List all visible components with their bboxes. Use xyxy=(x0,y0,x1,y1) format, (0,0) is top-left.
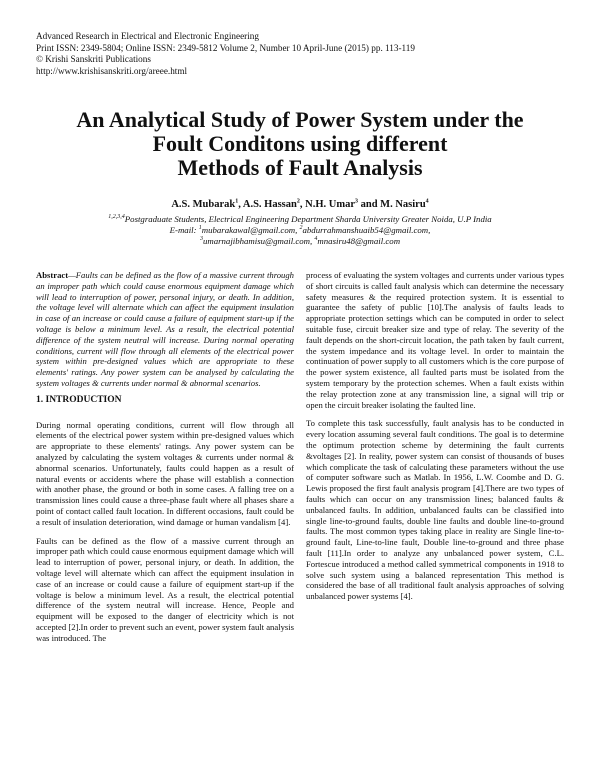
email-address[interactable]: umarnajibhamisu@gmail.com, xyxy=(202,236,315,246)
affiliation-line xyxy=(40,214,560,225)
body-paragraph: process of evaluating the system voltages and currents under various types of short circuits is called fault analysis which can determine the necessary safety measures & the required protection system. It is essential to guarantee the safety of public [10].The analysis of faults leads to appropriate protection settings which can be computed in order to select suitable fuse, circuit breaker size and type of relay. The severity of the fault depends on the short-circuit location, the path taken by fault current, the system impedance and its voltage level. In order to maintain the continuation of power supply to all customers which is the core purpose of the power system existence, all faulted parts must be isolated from the system temporary by the protection schemes. When a fault exists within the relay protection zone at any transmission line, a signal will trip or open the circuit breaker isolating the faulted line. xyxy=(306,270,564,410)
author-name: A.S. Mubarak xyxy=(171,199,236,210)
author-name: A.S. Hassan xyxy=(242,199,297,210)
email-address[interactable]: mubarakawal@gmail.com, xyxy=(201,225,300,235)
email-address[interactable]: abdurrahmanshuaib54@gmail.com, xyxy=(302,225,431,235)
title-line-3: Methods of Fault Analysis xyxy=(177,155,423,180)
author-sup: 1 xyxy=(235,198,239,205)
affiliation-block xyxy=(40,214,560,247)
email-sup: 2 xyxy=(299,225,303,232)
journal-header xyxy=(36,31,415,77)
email-sup: 4 xyxy=(314,236,318,243)
abstract xyxy=(36,270,294,389)
publisher-line: © Krishi Sanskriti Publications xyxy=(36,54,151,65)
left-column xyxy=(36,270,294,652)
author-sup: 4 xyxy=(425,198,429,205)
title-line-2: Foult Conditons using different xyxy=(152,131,448,156)
affiliation-text: Postgraduate Students, Electrical Engineering Department Sharda University Greater Noida, U.P India xyxy=(124,214,492,224)
email-address[interactable]: mnasiru48@gmail.com xyxy=(317,236,401,246)
email-line-1 xyxy=(40,225,560,236)
right-column xyxy=(306,270,564,610)
email-sup: 1 xyxy=(198,225,202,232)
title-line-1: An Analytical Study of Power System under the xyxy=(76,107,524,132)
author-name: N.H. Umar xyxy=(305,199,355,210)
journal-name: Advanced Research in Electrical and Electronic Engineering xyxy=(36,31,259,41)
author-list: A.S. Mubarak$^1$, A.S. Hassan$^2$, N.H. Umar$^3$ and M. Nasiru$^4$ xyxy=(171,198,429,210)
author-sup: 2 xyxy=(296,198,300,205)
body-paragraph: To complete this task successfully, fault analysis has to be conducted in every location assuming several fault conditions. The goal is to determine the optimum protection scheme by determining the fault currents &voltages [2]. In reality, power system can consist of thousands of buses which complicate the task of calculating these parameters without the use of computer software such as Matlab. In 1956, L.W. Coombe and D. G. Lewis proposed the first fault analysis program [4].There are two types of faults which can occur on any transmission lines; balanced faults & unbalanced faults. In addition, unbalanced faults can be classified into single line-to-ground faults, double line faults and double line-to-ground faults. The most common types taking place in reality are Single line-to-ground fault, Line-to-line fault, Double line-to-ground and three phase fault [11].In order to analyze any unbalanced power system, C.L. Fortescue introduced a method called symmetrical components in 1918 to solve such system using a balanced representation This method is considered the base of all traditional fault analysis approaches of solving unbalanced power systems [4]. xyxy=(306,418,564,602)
journal-url[interactable]: http://www.krishisanskriti.org/areee.html xyxy=(36,65,188,76)
paper-title xyxy=(40,108,560,180)
author-sup: 3 xyxy=(354,198,358,205)
body-paragraph: During normal operating conditions, current will flow through all elements of the electrical power system within pre-designed values which are appropriate to these elements' ratings. Any power system can be analyzed by calculating the system voltages & currents under normal & abnormal scenarios. Unfortunately, faults could happen as a result of natural events or accidents where the phase will establish a connection with another phase, the ground or both in some cases. A falling tree on a transmission lines could cause a three-phase fault where all phases share a point of contact called fault location. In different occasions, fault could be a result of insulation deterioration, wind damage or human vandalism [4]. xyxy=(36,419,294,527)
email-label: E-mail: xyxy=(169,225,199,235)
email-sup: 3 xyxy=(199,236,203,243)
body-paragraph: Faults can be defined as the flow of a massive current through an improper path which could cause enormous equipment damage which will lead to interruption of power, personal injury, or death. In addition, the voltage level will alternate which can affect the equipment insulation in case of an increase or could cause a failure of equipment start-up if the voltage is below a minimum level. As a result, the electrical potential difference of the system neutral will increase. Hence, People and equipment will be exposed to the danger of electricity which is not accepted [2].In order to prevent such an event, power system fault analysis was introduced. The xyxy=(36,535,294,643)
author-name: M. Nasiru xyxy=(380,199,426,210)
abstract-text: —Faults can be defined as the flow of a massive current through an improper path which could cause enormous equipment damage which will lead to interruption of power, personal injury, or death. In addition, the voltage level will alternate which can affect the equipment insulation in case of an increase or could cause a failure of equipment start-up if the voltage is below a minimum level. As a result, the electrical potential difference of the system neutral will increase. During normal operating conditions, current will flow through all elements of the electrical power system within pre-designed values which are appropriate to these elements' ratings. Any power system can be analysed by calculating the system voltages & currents under normal & abnormal scenarios. xyxy=(36,270,294,388)
email-line-2 xyxy=(40,236,560,247)
issn-line: Print ISSN: 2349-5804; Online ISSN: 2349-5812 Volume 2, Number 10 April-June (2015) pp. 113-119 xyxy=(36,42,415,53)
section-heading: 1. INTRODUCTION xyxy=(36,394,122,405)
affiliation-sup: 1,2,3,4 xyxy=(108,214,125,221)
abstract-label: Abstract xyxy=(36,270,69,280)
